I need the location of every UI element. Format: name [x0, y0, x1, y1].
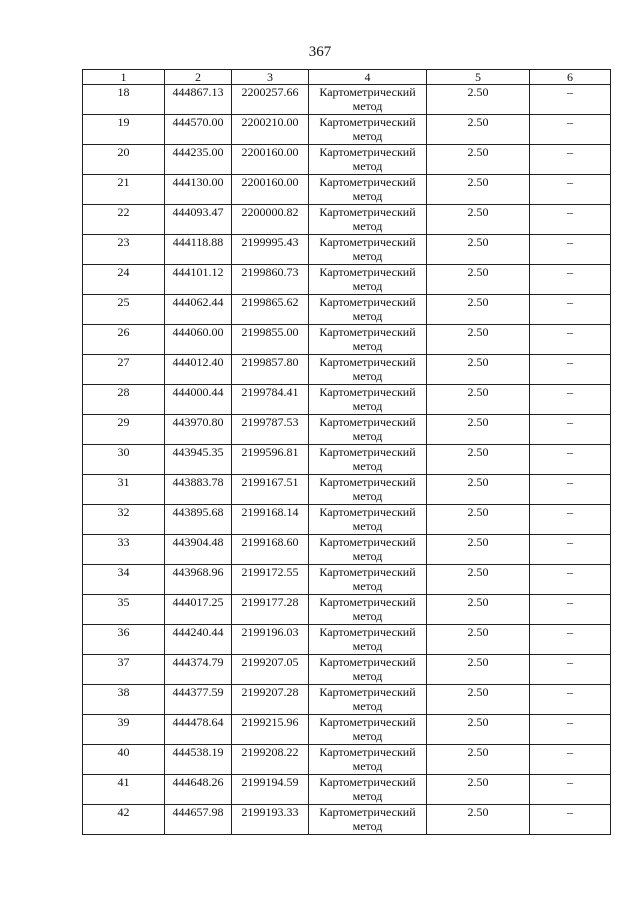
note-cell: – — [530, 325, 611, 355]
note-cell: – — [530, 145, 611, 175]
method-line2: метод — [352, 309, 383, 323]
method-line2: метод — [352, 159, 383, 173]
note-cell: – — [530, 625, 611, 655]
method-cell — [309, 385, 427, 415]
accuracy-cell: 2.50 — [427, 205, 530, 235]
page-number: 367 — [308, 44, 332, 60]
y-coordinate-cell: 2200257.66 — [232, 85, 309, 115]
note-cell: – — [530, 235, 611, 265]
method-line2: метод — [352, 459, 383, 473]
accuracy-cell: 2.50 — [427, 85, 530, 115]
note-cell: – — [530, 355, 611, 385]
method-cell — [309, 505, 427, 535]
x-coordinate-cell: 444235.00 — [165, 145, 232, 175]
table-row — [83, 805, 611, 835]
accuracy-cell: 2.50 — [427, 355, 530, 385]
x-coordinate-cell: 444062.44 — [165, 295, 232, 325]
table-row — [83, 355, 611, 385]
table-row — [83, 775, 611, 805]
point-number-cell: 22 — [83, 205, 165, 235]
note-cell: – — [530, 175, 611, 205]
method-line1: Картометрический — [319, 415, 416, 429]
x-coordinate-cell: 444538.19 — [165, 745, 232, 775]
point-number-cell: 32 — [83, 505, 165, 535]
accuracy-cell: 2.50 — [427, 445, 530, 475]
method-line1: Картометрический — [319, 775, 416, 789]
note-cell: – — [530, 295, 611, 325]
point-number-cell: 33 — [83, 535, 165, 565]
accuracy-cell: 2.50 — [427, 115, 530, 145]
accuracy-cell: 2.50 — [427, 595, 530, 625]
point-number-cell: 37 — [83, 655, 165, 685]
table-row — [83, 145, 611, 175]
point-number-cell: 29 — [83, 415, 165, 445]
method-cell — [309, 325, 427, 355]
accuracy-cell: 2.50 — [427, 775, 530, 805]
point-number-cell: 19 — [83, 115, 165, 145]
accuracy-cell: 2.50 — [427, 475, 530, 505]
point-number-cell: 34 — [83, 565, 165, 595]
x-coordinate-cell: 443945.35 — [165, 445, 232, 475]
x-coordinate-cell: 444374.79 — [165, 655, 232, 685]
method-line2: метод — [352, 279, 383, 293]
y-coordinate-cell: 2199596.81 — [232, 445, 309, 475]
method-cell — [309, 565, 427, 595]
method-cell — [309, 805, 427, 835]
method-cell — [309, 355, 427, 385]
table-row — [83, 535, 611, 565]
table-row — [83, 295, 611, 325]
method-cell — [309, 685, 427, 715]
method-line2: метод — [352, 399, 383, 413]
x-coordinate-cell: 444118.88 — [165, 235, 232, 265]
x-coordinate-cell: 443968.96 — [165, 565, 232, 595]
table-row — [83, 235, 611, 265]
y-coordinate-cell: 2199168.14 — [232, 505, 309, 535]
method-cell — [309, 745, 427, 775]
method-cell — [309, 205, 427, 235]
point-number-cell: 21 — [83, 175, 165, 205]
method-line1: Картометрический — [319, 445, 416, 459]
method-line2: метод — [352, 129, 383, 143]
method-line2: метод — [352, 579, 383, 593]
y-coordinate-cell: 2199860.73 — [232, 265, 309, 295]
method-line1: Картометрический — [319, 265, 416, 279]
method-line2: метод — [352, 699, 383, 713]
method-cell — [309, 415, 427, 445]
table-row — [83, 745, 611, 775]
x-coordinate-cell: 444648.26 — [165, 775, 232, 805]
note-cell: – — [530, 685, 611, 715]
accuracy-cell: 2.50 — [427, 265, 530, 295]
note-cell: – — [530, 535, 611, 565]
table-row — [83, 205, 611, 235]
method-line2: метод — [352, 819, 383, 833]
point-number-cell: 39 — [83, 715, 165, 745]
y-coordinate-cell: 2199196.03 — [232, 625, 309, 655]
y-coordinate-cell: 2200160.00 — [232, 175, 309, 205]
method-cell — [309, 715, 427, 745]
accuracy-cell: 2.50 — [427, 325, 530, 355]
x-coordinate-cell: 444060.00 — [165, 325, 232, 355]
note-cell: – — [530, 205, 611, 235]
table-row — [83, 595, 611, 625]
method-line2: метод — [352, 99, 383, 113]
accuracy-cell: 2.50 — [427, 415, 530, 445]
point-number-cell: 28 — [83, 385, 165, 415]
y-coordinate-cell: 2199177.28 — [232, 595, 309, 625]
note-cell: – — [530, 715, 611, 745]
column-header: 4 — [309, 70, 427, 85]
method-line1: Картометрический — [319, 715, 416, 729]
x-coordinate-cell: 444012.40 — [165, 355, 232, 385]
method-line2: метод — [352, 489, 383, 503]
y-coordinate-cell: 2199857.80 — [232, 355, 309, 385]
y-coordinate-cell: 2199784.41 — [232, 385, 309, 415]
method-cell — [309, 535, 427, 565]
y-coordinate-cell: 2199168.60 — [232, 535, 309, 565]
point-number-cell: 20 — [83, 145, 165, 175]
accuracy-cell: 2.50 — [427, 295, 530, 325]
accuracy-cell: 2.50 — [427, 745, 530, 775]
y-coordinate-cell: 2199167.51 — [232, 475, 309, 505]
method-line2: метод — [352, 639, 383, 653]
note-cell: – — [530, 85, 611, 115]
method-line1: Картометрический — [319, 685, 416, 699]
accuracy-cell: 2.50 — [427, 655, 530, 685]
note-cell: – — [530, 595, 611, 625]
method-line2: метод — [352, 759, 383, 773]
method-line2: метод — [352, 369, 383, 383]
note-cell: – — [530, 505, 611, 535]
column-header: 2 — [165, 70, 232, 85]
point-number-cell: 41 — [83, 775, 165, 805]
x-coordinate-cell: 444570.00 — [165, 115, 232, 145]
x-coordinate-cell: 444017.25 — [165, 595, 232, 625]
x-coordinate-cell: 443883.78 — [165, 475, 232, 505]
method-line1: Картометрический — [319, 505, 416, 519]
accuracy-cell: 2.50 — [427, 145, 530, 175]
accuracy-cell: 2.50 — [427, 565, 530, 595]
method-cell — [309, 775, 427, 805]
method-line1: Картометрический — [319, 535, 416, 549]
method-line1: Картометрический — [319, 565, 416, 579]
y-coordinate-cell: 2200000.82 — [232, 205, 309, 235]
method-line2: метод — [352, 729, 383, 743]
header-row — [83, 70, 611, 85]
accuracy-cell: 2.50 — [427, 235, 530, 265]
table-row — [83, 85, 611, 115]
point-number-cell: 23 — [83, 235, 165, 265]
method-line1: Картометрический — [319, 115, 416, 129]
point-number-cell: 38 — [83, 685, 165, 715]
method-line2: метод — [352, 609, 383, 623]
x-coordinate-cell: 444101.12 — [165, 265, 232, 295]
note-cell: – — [530, 115, 611, 145]
method-line2: метод — [352, 549, 383, 563]
method-cell — [309, 625, 427, 655]
accuracy-cell: 2.50 — [427, 535, 530, 565]
method-line1: Картометрический — [319, 385, 416, 399]
y-coordinate-cell: 2199193.33 — [232, 805, 309, 835]
method-line1: Картометрический — [319, 295, 416, 309]
y-coordinate-cell: 2199172.55 — [232, 565, 309, 595]
note-cell: – — [530, 385, 611, 415]
method-line2: метод — [352, 219, 383, 233]
note-cell: – — [530, 745, 611, 775]
method-line2: метод — [352, 669, 383, 683]
method-cell — [309, 265, 427, 295]
accuracy-cell: 2.50 — [427, 805, 530, 835]
point-number-cell: 31 — [83, 475, 165, 505]
table-row — [83, 655, 611, 685]
method-cell — [309, 235, 427, 265]
point-number-cell: 25 — [83, 295, 165, 325]
method-line1: Картометрический — [319, 655, 416, 669]
method-line2: метод — [352, 429, 383, 443]
point-number-cell: 24 — [83, 265, 165, 295]
accuracy-cell: 2.50 — [427, 385, 530, 415]
table-row — [83, 385, 611, 415]
table-row — [83, 625, 611, 655]
table-row — [83, 715, 611, 745]
y-coordinate-cell: 2199208.22 — [232, 745, 309, 775]
x-coordinate-cell: 444478.64 — [165, 715, 232, 745]
accuracy-cell: 2.50 — [427, 715, 530, 745]
y-coordinate-cell: 2199194.59 — [232, 775, 309, 805]
method-line2: метод — [352, 519, 383, 533]
table-row — [83, 265, 611, 295]
accuracy-cell: 2.50 — [427, 175, 530, 205]
table-row — [83, 565, 611, 595]
y-coordinate-cell: 2199207.28 — [232, 685, 309, 715]
table-row — [83, 175, 611, 205]
accuracy-cell: 2.50 — [427, 625, 530, 655]
x-coordinate-cell: 444093.47 — [165, 205, 232, 235]
y-coordinate-cell: 2199995.43 — [232, 235, 309, 265]
note-cell: – — [530, 655, 611, 685]
method-line2: метод — [352, 339, 383, 353]
method-cell — [309, 175, 427, 205]
x-coordinate-cell: 443970.80 — [165, 415, 232, 445]
note-cell: – — [530, 475, 611, 505]
method-cell — [309, 445, 427, 475]
method-line1: Картометрический — [319, 85, 416, 99]
note-cell: – — [530, 445, 611, 475]
y-coordinate-cell: 2199865.62 — [232, 295, 309, 325]
method-line2: метод — [352, 189, 383, 203]
column-header: 6 — [530, 70, 611, 85]
y-coordinate-cell: 2200210.00 — [232, 115, 309, 145]
note-cell: – — [530, 805, 611, 835]
point-number-cell: 27 — [83, 355, 165, 385]
table-row — [83, 685, 611, 715]
method-line1: Картометрический — [319, 805, 416, 819]
x-coordinate-cell: 443895.68 — [165, 505, 232, 535]
method-cell — [309, 475, 427, 505]
method-line1: Картометрический — [319, 625, 416, 639]
point-number-cell: 40 — [83, 745, 165, 775]
note-cell: – — [530, 265, 611, 295]
x-coordinate-cell: 444657.98 — [165, 805, 232, 835]
y-coordinate-cell: 2200160.00 — [232, 145, 309, 175]
table-row — [83, 475, 611, 505]
method-line1: Картометрический — [319, 355, 416, 369]
method-line1: Картометрический — [319, 325, 416, 339]
table-row — [83, 445, 611, 475]
table-row — [83, 325, 611, 355]
y-coordinate-cell: 2199215.96 — [232, 715, 309, 745]
point-number-cell: 35 — [83, 595, 165, 625]
point-number-cell: 26 — [83, 325, 165, 355]
x-coordinate-cell: 444130.00 — [165, 175, 232, 205]
method-line1: Картометрический — [319, 595, 416, 609]
method-cell — [309, 145, 427, 175]
point-number-cell: 30 — [83, 445, 165, 475]
column-header: 5 — [427, 70, 530, 85]
y-coordinate-cell: 2199787.53 — [232, 415, 309, 445]
point-number-cell: 36 — [83, 625, 165, 655]
method-cell — [309, 115, 427, 145]
x-coordinate-cell: 443904.48 — [165, 535, 232, 565]
method-line1: Картометрический — [319, 175, 416, 189]
y-coordinate-cell: 2199855.00 — [232, 325, 309, 355]
x-coordinate-cell: 444000.44 — [165, 385, 232, 415]
method-line1: Картометрический — [319, 145, 416, 159]
column-header: 1 — [83, 70, 165, 85]
point-number-cell: 18 — [83, 85, 165, 115]
note-cell: – — [530, 565, 611, 595]
y-coordinate-cell: 2199207.05 — [232, 655, 309, 685]
method-line1: Картометрический — [319, 745, 416, 759]
note-cell: – — [530, 775, 611, 805]
method-cell — [309, 595, 427, 625]
method-cell — [309, 295, 427, 325]
table-row — [83, 505, 611, 535]
table-row — [83, 115, 611, 145]
method-line1: Картометрический — [319, 475, 416, 489]
column-header: 3 — [232, 70, 309, 85]
x-coordinate-cell: 444377.59 — [165, 685, 232, 715]
table-row — [83, 415, 611, 445]
point-number-cell: 42 — [83, 805, 165, 835]
coordinates-table — [82, 69, 611, 835]
method-cell — [309, 655, 427, 685]
accuracy-cell: 2.50 — [427, 505, 530, 535]
method-cell — [309, 85, 427, 115]
accuracy-cell: 2.50 — [427, 685, 530, 715]
table-body — [83, 85, 611, 835]
x-coordinate-cell: 444240.44 — [165, 625, 232, 655]
method-line1: Картометрический — [319, 235, 416, 249]
method-line2: метод — [352, 789, 383, 803]
note-cell: – — [530, 415, 611, 445]
method-line2: метод — [352, 249, 383, 263]
x-coordinate-cell: 444867.13 — [165, 85, 232, 115]
method-line1: Картометрический — [319, 205, 416, 219]
